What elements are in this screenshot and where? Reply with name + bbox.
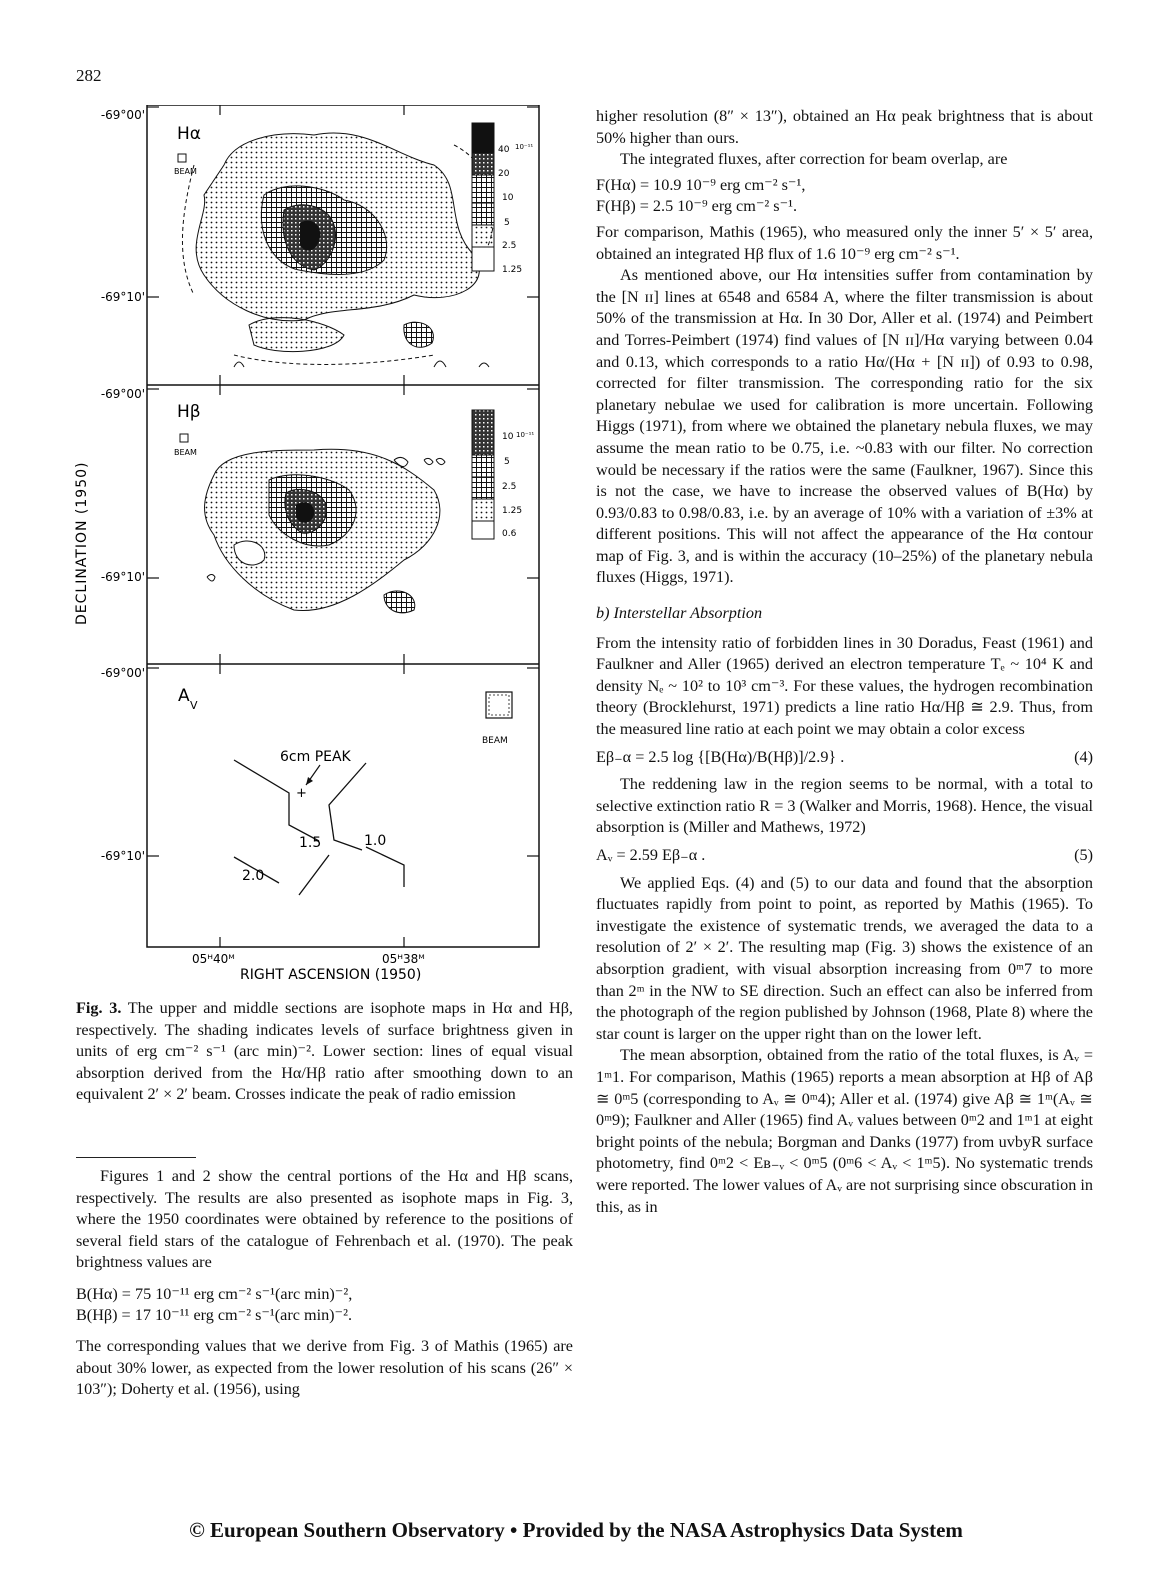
av-beam-label: BEAM [482, 736, 508, 746]
dec-tick-1: -69°00' [100, 108, 145, 122]
section-heading: b) Interstellar Absorption [596, 604, 763, 623]
beam-square-2 [180, 434, 188, 442]
right-column-text [596, 106, 1093, 1218]
dec-tick-4: -69°10' [100, 570, 145, 584]
figure-3-svg [74, 105, 550, 985]
left-paragraph-1: Figures 1 and 2 show the central portions of the Hα and Hβ scans, respectively. The results are also presented as isophote maps in Fig. 3, where the 1950 coordinates were obtained by reference to the positions of several field stars of the catalogue of Fehrenbach et al. (1970). The peak brightness values are [76, 1167, 573, 1272]
left-equation-2: B(Hβ) = 17 10⁻¹¹ erg cm⁻² s⁻¹(arc min)⁻². [76, 1305, 353, 1324]
dec-tick-2: -69°10' [100, 290, 145, 304]
halpha-legend-5: 5 [504, 218, 510, 228]
halpha-legend-2.5: 2.5 [502, 241, 517, 251]
halpha-legend-1.25: 1.25 [502, 265, 523, 275]
x-tick-2: 05ᴴ38ᴹ [382, 952, 425, 966]
right-paragraph-3: For comparison, Mathis (1965), who measured only the inner 5′ × 5′ area, obtained an integrated Hβ flux of 1.6 10⁻⁹ erg cm⁻² s⁻¹. [596, 222, 1093, 263]
av-contour-2.0: 2.0 [242, 868, 265, 884]
right-paragraph-5: From the intensity ratio of forbidden lines in 30 Doradus, Feast (1961) and Faulkner and Aller (1965) derived an electron temperature Tₑ ~ 10⁴ K and density Nₑ ~ 10² to 10³ cm⁻³. For these values, the hydrogen recombination theory (Brocklehurst, 1971) predicts a line ratio Hα/Hβ ≅ 2.9. Thus, from the measured line ratio at each point we may obtain a color excess [596, 633, 1093, 739]
halpha-legend-10: 10 [502, 193, 514, 203]
peak-cross: + [296, 786, 307, 801]
left-equation-1: B(Hα) = 75 10⁻¹¹ erg cm⁻² s⁻¹(arc min)⁻², [76, 1284, 353, 1303]
x-tick-1: 05ᴴ40ᴹ [192, 952, 235, 966]
panel-halpha [174, 123, 533, 367]
y-axis-label: DECLINATION (1950) [74, 461, 90, 625]
page-number: 282 [76, 66, 102, 85]
right-paragraph-6: The reddening law in the region seems to be normal, with a total to selective extinction ratio R = 3 (Walker and Morris, 1968). Hence, the visual absorption is (Miller and Mathews, 1972) [596, 775, 1093, 837]
halpha-legend-unit: 10⁻¹¹ [515, 143, 534, 151]
left-paragraph-2: The corresponding values that we derive from Fig. 3 of Mathis (1965) are about 30% lower, as expected from the lower resolution of his scans (26″ × 103″); Doherty et al. (1956), using [76, 1336, 573, 1399]
right-paragraph-1: higher resolution (8″ × 13″), obtained an Hα peak brightness that is about 50% higher than ours. [596, 107, 1093, 147]
hbeta-legend-10: 10 [502, 432, 514, 442]
av-beam-square [486, 692, 512, 718]
hbeta-legend-0.6: 0.6 [502, 529, 517, 539]
equation-5-number: (5) [1074, 846, 1093, 864]
hbeta-panel-label: Hβ [177, 402, 201, 422]
caption-label: Fig. 3. [76, 999, 122, 1017]
equation-4: Eβ₋α = 2.5 log {[B(Hα)/B(Hβ)]/2.9} . [596, 747, 845, 766]
halpha-panel-label: Hα [177, 124, 201, 144]
right-paragraph-2: The integrated fluxes, after correction for beam overlap, are [620, 150, 1008, 169]
right-equation-1: F(Hα) = 10.9 10⁻⁹ erg cm⁻² s⁻¹, [596, 175, 806, 194]
right-paragraph-7: We applied Eqs. (4) and (5) to our data and found that the absorption fluctuates rapidly from point to point, as reported by Mathis (1965). To investigate the existence of systematic trends, we averaged the data to a resolution of 2′ × 2′. The resulting map (Fig. 3) shows the existence of an absorption gradient, with visual absorption increasing from 0ᵐ7 to more than 2ᵐ in the NW to SE direction. Such an effect can also be inferred from the photograph of the region published by Johnson (1968, Plate 8) where the star count is larger on the upper right than on the lower left. [596, 873, 1093, 1043]
figure-caption [76, 998, 573, 1106]
caption-text: The upper and middle sections are isophote maps in Hα and Hβ, respectively. The shading indicates levels of surface brightness given in units of erg cm⁻² s⁻¹ (arc min)⁻². Lower section: lines of equal visual absorption derived from the Hα/Hβ ratio after smoothing down to an equivalent 2′ × 2′ beam. Crosses indicate the peak of radio emission [76, 999, 573, 1103]
dec-tick-5: -69°00' [100, 666, 145, 680]
av-contour-1.0: 1.0 [364, 833, 387, 849]
halpha-beam-label: BEAM [174, 167, 197, 176]
beam-square-1 [178, 154, 186, 162]
right-paragraph-8: The mean absorption, obtained from the ratio of the total fluxes, is Aᵥ = 1ᵐ1. For comparison, Mathis (1965) reports a mean absorption at Hβ of Aβ ≅ 0ᵐ5 (corresponding to Aᵥ ≅ 0ᵐ4); Aller et al. (1974) give Aβ ≅ 1ᵐ(Aᵥ ≅ 0ᵐ9); Faulkner and Aller (1965) find Aᵥ values between 0ᵐ2 and 1ᵐ1 at eight bright points of the nebula; Borgman and Danks (1977) from uvbyR surface photometry, find 0ᵐ2 < Eʙ₋ᵥ < 0ᵐ5 (0ᵐ6 < Aᵥ < 1ᵐ5). No systematic trends were reported. The lower values of Aᵥ are not surprising since obscuration in this, as in [596, 1046, 1093, 1216]
panel-hbeta [174, 402, 534, 613]
halpha-legend-40: 40 [498, 145, 510, 155]
right-paragraph-4: As mentioned above, our Hα intensities suffer from contamination by the [N ɪɪ] lines at 6548 and 6584 A, where the filter transmission is about 50% of the transmission at Hα. In 30 Dor, Aller et al. (1974) and Peimbert and Torres-Peimbert (1974) find values of [N ɪɪ]/Hα varying between 0.04 and 0.13, which corresponds to a ratio Hα/(Hα + [N ɪɪ]) of 0.93 to 0.98, corrected for filter transmission. The corresponding ratio for the six planetary nebulae we used for calibration is more uncertain. Following Higgs (1971), from where we obtained the planetary nebula fluxes, we may assume the mean ratio to be 0.75, i.e. ~0.83 with our filter. No correction would be necessary if the ratios were the same (Faulkner, 1967). Since this is not the case, we have to increase the observed values of B(Hα) by 0.93/0.83 to 0.98/0.83, i.e. by an average of 10% with a variation of ±3% at different positions. This will not affect the appearance of the Hα contour map of Fig. 3, and is within the accuracy (10–25%) of the planetary nebula fluxes (Higgs, 1971). [596, 266, 1093, 587]
dec-tick-3: -69°00' [100, 387, 145, 401]
hbeta-legend-unit: 10⁻¹¹ [516, 431, 535, 439]
figure-3 [74, 105, 550, 985]
dec-tick-6: -69°10' [100, 849, 145, 863]
left-column-text [76, 1166, 573, 1401]
right-equation-2: F(Hβ) = 2.5 10⁻⁹ erg cm⁻² s⁻¹. [596, 197, 798, 216]
hbeta-legend-1.25: 1.25 [502, 506, 523, 516]
footer-credit: © European Southern Observatory • Provided by the NASA Astrophysics Data System [189, 1518, 963, 1542]
av-contour-1.5: 1.5 [299, 835, 322, 851]
hbeta-legend [472, 410, 494, 539]
equation-5: Aᵥ = 2.59 Eβ₋α . [596, 846, 706, 864]
hbeta-legend-5: 5 [504, 457, 510, 467]
footnote-rule [76, 1157, 196, 1158]
equation-4-number: (4) [1074, 747, 1093, 766]
av-panel-label-sub: V [190, 699, 198, 712]
halpha-legend-20: 20 [498, 169, 510, 179]
hbeta-beam-label: BEAM [174, 448, 197, 457]
halpha-legend [472, 123, 494, 271]
panel-av [178, 686, 512, 895]
hbeta-legend-2.5: 2.5 [502, 482, 517, 492]
av-peak-label: 6cm PEAK [280, 749, 351, 765]
x-axis-label: RIGHT ASCENSION (1950) [240, 967, 422, 983]
av-panel-label: A [178, 686, 190, 706]
